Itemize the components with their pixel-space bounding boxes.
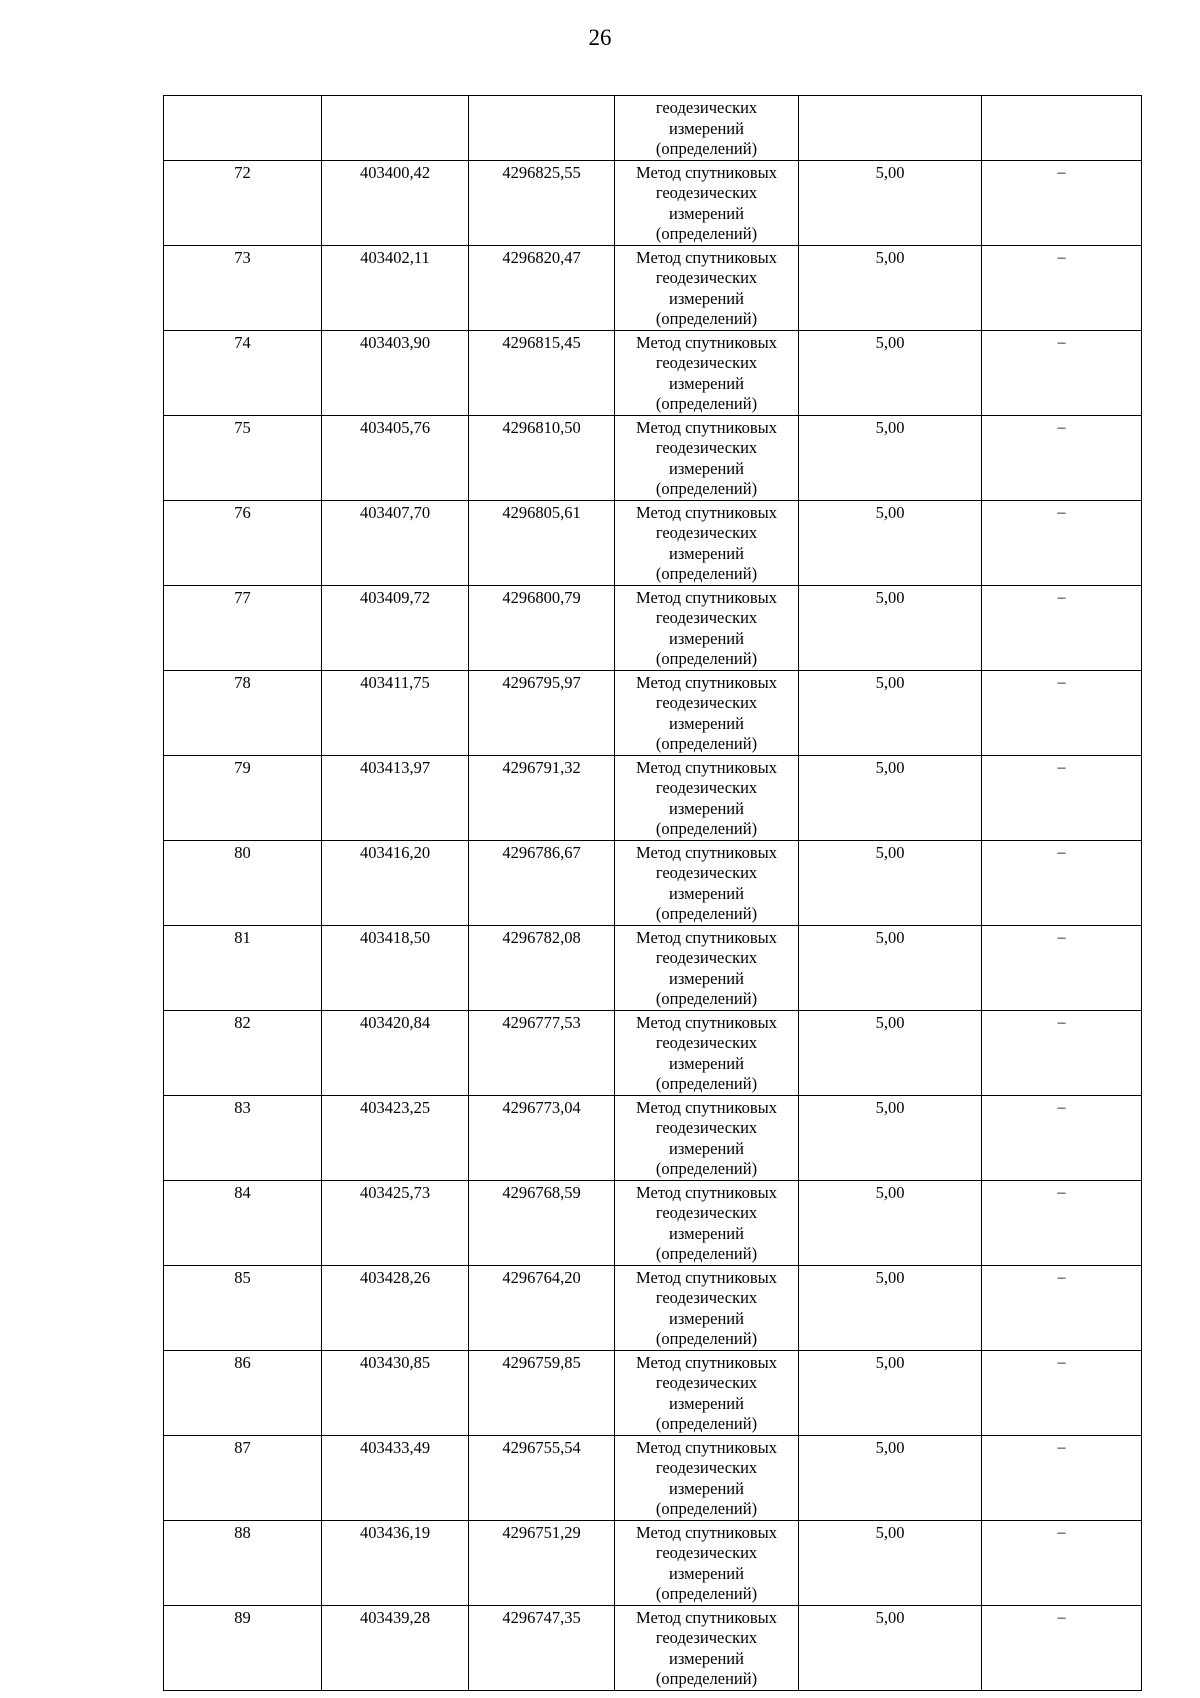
- cell-y: 4296815,45: [469, 330, 615, 415]
- cell-y: 4296773,04: [469, 1095, 615, 1180]
- cell-note: –: [982, 585, 1142, 670]
- cell-note: –: [982, 1095, 1142, 1180]
- cell-accuracy: 5,00: [799, 1180, 982, 1265]
- cell-point-number: 76: [164, 500, 322, 585]
- table-row: [164, 840, 1142, 925]
- cell-note: –: [982, 1605, 1142, 1690]
- cell-x: 403425,73: [322, 1180, 469, 1265]
- cell-x: 403402,11: [322, 245, 469, 330]
- cell-accuracy: 5,00: [799, 1435, 982, 1520]
- cell-method: Метод спутниковых геодезических измерений (определений): [615, 1520, 799, 1605]
- cell-y: [469, 96, 615, 161]
- cell-point-number: 86: [164, 1350, 322, 1435]
- cell-method: Метод спутниковых геодезических измерений (определений): [615, 840, 799, 925]
- cell-y: 4296825,55: [469, 160, 615, 245]
- cell-x: 403413,97: [322, 755, 469, 840]
- cell-y: 4296805,61: [469, 500, 615, 585]
- cell-method: Метод спутниковых геодезических измерений (определений): [615, 1265, 799, 1350]
- cell-accuracy: 5,00: [799, 500, 982, 585]
- table-row: [164, 670, 1142, 755]
- cell-x: 403407,70: [322, 500, 469, 585]
- cell-point-number: 74: [164, 330, 322, 415]
- table-row: [164, 245, 1142, 330]
- cell-point-number: 89: [164, 1605, 322, 1690]
- cell-point-number: 87: [164, 1435, 322, 1520]
- table-row: [164, 1435, 1142, 1520]
- table-row: [164, 1180, 1142, 1265]
- cell-method: Метод спутниковых геодезических измерений (определений): [615, 1350, 799, 1435]
- cell-note: –: [982, 160, 1142, 245]
- cell-accuracy: 5,00: [799, 330, 982, 415]
- cell-method: геодезических измерений (определений): [615, 96, 799, 161]
- cell-note: –: [982, 755, 1142, 840]
- cell-point-number: 73: [164, 245, 322, 330]
- cell-note: –: [982, 1010, 1142, 1095]
- table-row: [164, 925, 1142, 1010]
- cell-note: [982, 96, 1142, 161]
- table-row-continuation: [164, 96, 1142, 161]
- cell-y: 4296791,32: [469, 755, 615, 840]
- cell-method: Метод спутниковых геодезических измерений (определений): [615, 330, 799, 415]
- cell-note: –: [982, 1180, 1142, 1265]
- cell-note: –: [982, 1350, 1142, 1435]
- cell-y: 4296800,79: [469, 585, 615, 670]
- table-row: [164, 1520, 1142, 1605]
- table-row: [164, 1010, 1142, 1095]
- cell-accuracy: 5,00: [799, 415, 982, 500]
- cell-accuracy: 5,00: [799, 245, 982, 330]
- cell-accuracy: 5,00: [799, 840, 982, 925]
- cell-accuracy: 5,00: [799, 160, 982, 245]
- table-row: [164, 160, 1142, 245]
- cell-y: 4296747,35: [469, 1605, 615, 1690]
- cell-note: –: [982, 1265, 1142, 1350]
- cell-method: Метод спутниковых геодезических измерений (определений): [615, 1010, 799, 1095]
- cell-y: 4296777,53: [469, 1010, 615, 1095]
- cell-x: 403433,49: [322, 1435, 469, 1520]
- cell-point-number: 81: [164, 925, 322, 1010]
- page-number: 26: [588, 25, 612, 50]
- table-row: [164, 500, 1142, 585]
- cell-x: [322, 96, 469, 161]
- coordinates-table: [163, 95, 1142, 1691]
- cell-point-number: 88: [164, 1520, 322, 1605]
- cell-note: –: [982, 500, 1142, 585]
- cell-note: –: [982, 670, 1142, 755]
- cell-point-number: 80: [164, 840, 322, 925]
- cell-accuracy: 5,00: [799, 925, 982, 1010]
- cell-x: 403403,90: [322, 330, 469, 415]
- cell-y: 4296820,47: [469, 245, 615, 330]
- cell-y: 4296751,29: [469, 1520, 615, 1605]
- cell-y: 4296782,08: [469, 925, 615, 1010]
- cell-y: 4296764,20: [469, 1265, 615, 1350]
- cell-accuracy: 5,00: [799, 670, 982, 755]
- cell-method: Метод спутниковых геодезических измерений (определений): [615, 160, 799, 245]
- cell-point-number: 72: [164, 160, 322, 245]
- table-row: [164, 415, 1142, 500]
- cell-x: 403436,19: [322, 1520, 469, 1605]
- table-row: [164, 1095, 1142, 1180]
- cell-x: 403420,84: [322, 1010, 469, 1095]
- cell-y: 4296810,50: [469, 415, 615, 500]
- cell-accuracy: 5,00: [799, 755, 982, 840]
- cell-point-number: 77: [164, 585, 322, 670]
- cell-method: Метод спутниковых геодезических измерений (определений): [615, 415, 799, 500]
- cell-accuracy: [799, 96, 982, 161]
- cell-point-number: 75: [164, 415, 322, 500]
- cell-point-number: 84: [164, 1180, 322, 1265]
- table-row: [164, 755, 1142, 840]
- cell-x: 403400,42: [322, 160, 469, 245]
- cell-accuracy: 5,00: [799, 1520, 982, 1605]
- cell-note: –: [982, 245, 1142, 330]
- cell-point-number: 82: [164, 1010, 322, 1095]
- table-row: [164, 330, 1142, 415]
- cell-x: 403439,28: [322, 1605, 469, 1690]
- cell-point-number: 85: [164, 1265, 322, 1350]
- cell-method: Метод спутниковых геодезических измерений (определений): [615, 1435, 799, 1520]
- cell-x: 403411,75: [322, 670, 469, 755]
- cell-y: 4296768,59: [469, 1180, 615, 1265]
- cell-point-number: 83: [164, 1095, 322, 1180]
- cell-x: 403430,85: [322, 1350, 469, 1435]
- cell-x: 403418,50: [322, 925, 469, 1010]
- cell-method: Метод спутниковых геодезических измерений (определений): [615, 1605, 799, 1690]
- cell-note: –: [982, 1435, 1142, 1520]
- cell-x: 403423,25: [322, 1095, 469, 1180]
- cell-y: 4296786,67: [469, 840, 615, 925]
- cell-x: 403428,26: [322, 1265, 469, 1350]
- cell-note: –: [982, 840, 1142, 925]
- cell-y: 4296795,97: [469, 670, 615, 755]
- table-row: [164, 585, 1142, 670]
- cell-note: –: [982, 1520, 1142, 1605]
- cell-note: –: [982, 415, 1142, 500]
- cell-method: Метод спутниковых геодезических измерений (определений): [615, 670, 799, 755]
- cell-accuracy: 5,00: [799, 1350, 982, 1435]
- table-row: [164, 1265, 1142, 1350]
- table-row: [164, 1605, 1142, 1690]
- cell-x: 403405,76: [322, 415, 469, 500]
- cell-x: 403409,72: [322, 585, 469, 670]
- cell-accuracy: 5,00: [799, 585, 982, 670]
- cell-accuracy: 5,00: [799, 1265, 982, 1350]
- cell-point-number: [164, 96, 322, 161]
- cell-method: Метод спутниковых геодезических измерений (определений): [615, 925, 799, 1010]
- cell-method: Метод спутниковых геодезических измерений (определений): [615, 585, 799, 670]
- cell-y: 4296759,85: [469, 1350, 615, 1435]
- cell-note: –: [982, 330, 1142, 415]
- cell-accuracy: 5,00: [799, 1095, 982, 1180]
- cell-accuracy: 5,00: [799, 1010, 982, 1095]
- cell-point-number: 78: [164, 670, 322, 755]
- cell-point-number: 79: [164, 755, 322, 840]
- cell-y: 4296755,54: [469, 1435, 615, 1520]
- cell-accuracy: 5,00: [799, 1605, 982, 1690]
- cell-method: Метод спутниковых геодезических измерений (определений): [615, 500, 799, 585]
- cell-method: Метод спутниковых геодезических измерений (определений): [615, 245, 799, 330]
- coordinates-table-body: [164, 96, 1142, 1691]
- cell-method: Метод спутниковых геодезических измерений (определений): [615, 1180, 799, 1265]
- cell-note: –: [982, 925, 1142, 1010]
- cell-x: 403416,20: [322, 840, 469, 925]
- cell-method: Метод спутниковых геодезических измерений (определений): [615, 1095, 799, 1180]
- table-row: [164, 1350, 1142, 1435]
- cell-method: Метод спутниковых геодезических измерений (определений): [615, 755, 799, 840]
